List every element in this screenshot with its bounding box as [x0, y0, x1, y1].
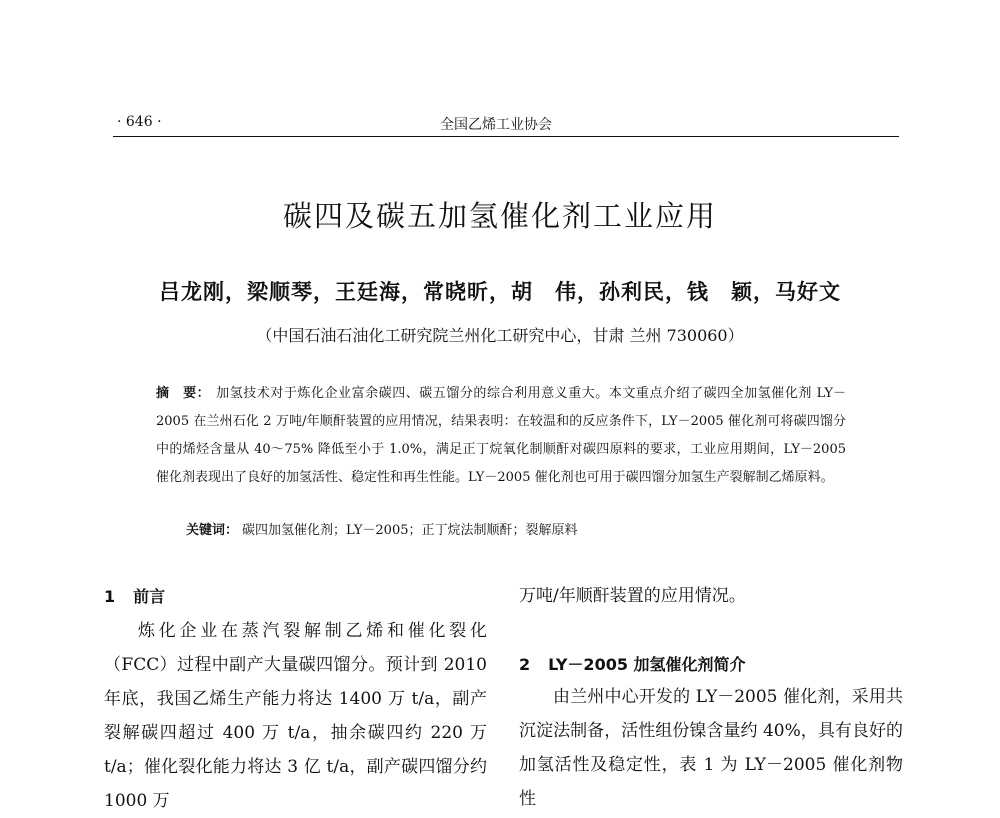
section-1-number: 1 [104, 587, 116, 606]
section-2-heading [519, 652, 746, 675]
keywords-label: 关键词： [186, 523, 239, 538]
header-rule [113, 136, 899, 137]
article-title: 碳四及碳五加氢催化剂工业应用 [282, 199, 717, 233]
section-1-heading [104, 584, 165, 607]
keywords-text: 碳四加氢催化剂；LY－2005；正丁烷法制顺酐；裂解原料 [242, 523, 578, 538]
section-1-title: 前言 [133, 587, 166, 606]
running-header-title: 全国乙烯工业协会 [440, 117, 552, 133]
author-list: 吕龙刚，梁顺琴，王廷海，常晓昕，胡 伟，孙利民，钱 颖，马好文 [159, 279, 841, 304]
right-column-continuation: 万吨/年顺酐装置的应用情况。 [519, 586, 746, 606]
section-2-number: 2 [519, 655, 531, 674]
keywords [186, 519, 577, 538]
abstract-label: 摘 要： [156, 386, 211, 401]
page-number: · 646 · [117, 114, 162, 130]
abstract [156, 380, 846, 492]
section-2-title: LY－2005 加氢催化剂简介 [548, 655, 746, 674]
section-1-paragraph: 炼化企业在蒸汽裂解制乙烯和催化裂化（FCC）过程中副产大量碳四馏分。预计到 2010 年底，我国乙烯生产能力将达 1400 万 t/a，副产裂解碳四超过 400 万 t/a，抽余碳四约 220 万 t/a；催化裂化能力将达 3 亿 t/a，副产碳四馏分约 1000 万 [104, 621, 487, 811]
affiliation: （中国石油石油化工研究院兰州化工研究中心，甘肃 兰州 730060） [256, 326, 744, 345]
abstract-text: 加氢技术对于炼化企业富余碳四、碳五馏分的综合利用意义重大。本文重点介绍了碳四全加氢催化剂 LY－2005 在兰州石化 2 万吨/年顺酐装置的应用情况，结果表明：在较温和的反应条件下，LY－2005 催化剂可将碳四馏分中的烯烃含量从 40～75% 降低至小于 1.0%，满足正丁烷氧化制顺酐对碳四原料的要求，工业应用期间，LY－2005 催化剂表现出了良好的加氢活性、稳定性和再生性能。LY－2005 催化剂也可用于碳四馏分加氢生产裂解制乙烯原料。 [156, 386, 846, 485]
section-2-paragraph: 由兰州中心开发的 LY－2005 催化剂，采用共沉淀法制备，活性组份镍含量约 40%，具有良好的加氢活性及稳定性，表 1 为 LY－2005 催化剂物性 [519, 687, 903, 809]
